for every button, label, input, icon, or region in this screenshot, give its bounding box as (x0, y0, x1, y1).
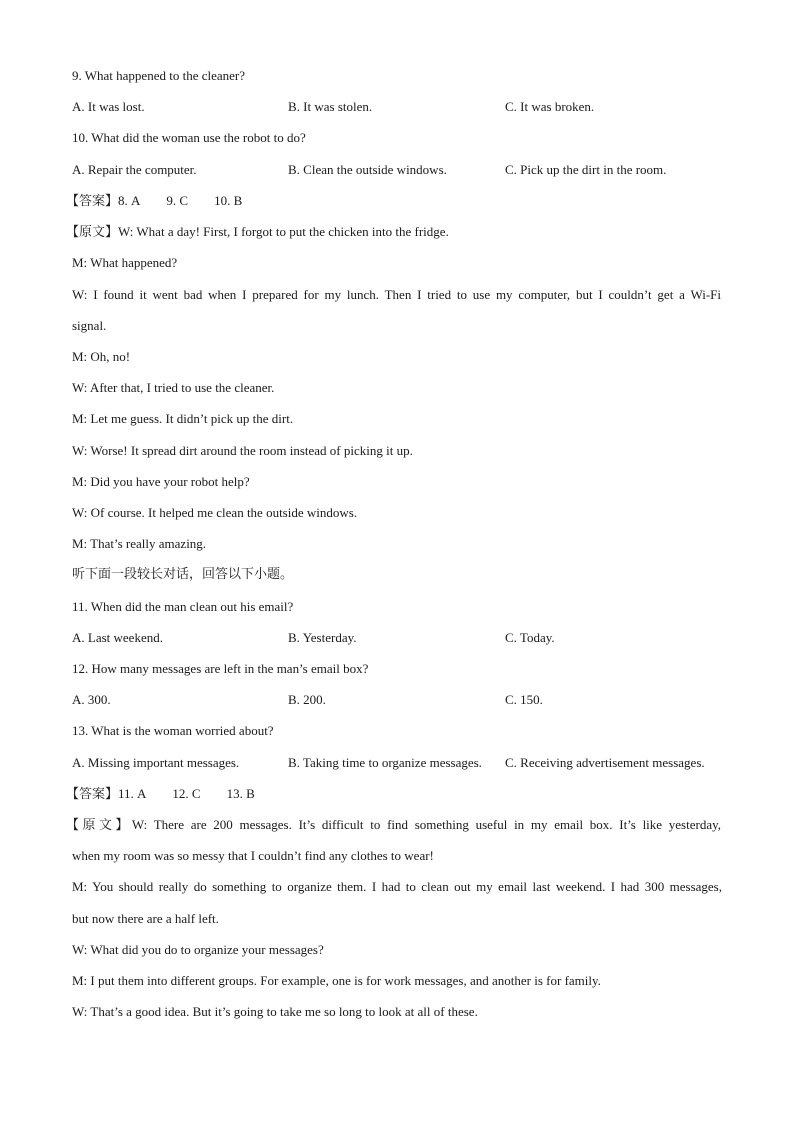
answer-line-1 (66, 193, 718, 209)
question-13-stem: 13. What is the woman worried about? (72, 723, 274, 738)
answer-item: 9. C (166, 193, 189, 208)
transcript-line: W: What did you do to organize your messages? (72, 942, 324, 957)
option-c: C. Pick up the dirt in the room. (505, 162, 667, 177)
question-9-options (72, 99, 732, 115)
answer-item: 8. A (118, 193, 141, 208)
option-c: C. It was broken. (505, 99, 595, 114)
answer-item: 13. B (226, 786, 255, 801)
option-c: C. 150. (505, 692, 543, 707)
option-a: A. 300. (72, 692, 111, 707)
transcript-line: M: I put them into different groups. For example, one is for work messages, and another is for family. (72, 973, 601, 988)
section-instruction: 听下面一段较长对话，回答以下小题。 (72, 567, 294, 582)
transcript-line: 【原文】W: What a day! First, I forgot to put the chicken into the fridge. (66, 224, 449, 239)
answer-item: 12. C (172, 786, 201, 801)
transcript-line: signal. (72, 318, 107, 333)
question-10-options (72, 162, 732, 178)
transcript-line: 【原文】W: There are 200 messages. It’s difficult to find something useful in my email box. It’s like yesterday, (66, 817, 721, 832)
transcript-line: but now there are a half left. (72, 911, 219, 926)
answer-line-2 (66, 786, 718, 802)
transcript-line: when my room was so messy that I couldn’t find any clothes to wear! (72, 848, 434, 863)
question-11-stem: 11. When did the man clean out his email? (72, 599, 294, 614)
question-12-stem: 12. How many messages are left in the man’s email box? (72, 661, 369, 676)
question-11-options (72, 630, 732, 646)
transcript-line: M: You should really do something to organize them. I had to clean out my email last weekend. I had 300 messages, (72, 879, 722, 894)
question-10-stem: 10. What did the woman use the robot to do? (72, 130, 306, 145)
transcript-line: M: Did you have your robot help? (72, 474, 250, 489)
transcript-line: W: Of course. It helped me clean the outside windows. (72, 505, 358, 520)
question-13-options (72, 755, 732, 771)
answer-label: 【答案】 (66, 786, 119, 801)
transcript-line: M: What happened? (72, 255, 178, 270)
transcript-line: W: That’s a good idea. But it’s going to take me so long to look at all of these. (72, 1004, 478, 1019)
option-a: A. Repair the computer. (72, 162, 197, 177)
question-12-options (72, 692, 732, 708)
option-a: A. Missing important messages. (72, 755, 240, 770)
answer-item: 10. B (214, 193, 243, 208)
option-b: B. Taking time to organize messages. (288, 755, 482, 770)
transcript-line: W: Worse! It spread dirt around the room instead of picking it up. (72, 443, 413, 458)
answer-label: 【答案】 (66, 193, 119, 208)
option-a: A. Last weekend. (72, 630, 163, 645)
option-a: A. It was lost. (72, 99, 145, 114)
transcript-line: M: That’s really amazing. (72, 536, 207, 551)
option-b: B. It was stolen. (288, 99, 373, 114)
option-c: C. Receiving advertisement messages. (505, 755, 705, 770)
transcript-line: W: I found it went bad when I prepared for my lunch. Then I tried to use my computer, but I couldn’t get a Wi-Fi (72, 287, 721, 302)
transcript-line: M: Oh, no! (72, 349, 131, 364)
answer-item: 11. A (118, 786, 147, 801)
transcript-line: W: After that, I tried to use the cleaner. (72, 380, 275, 395)
option-b: B. 200. (288, 692, 326, 707)
transcript-line: M: Let me guess. It didn’t pick up the dirt. (72, 411, 294, 426)
option-b: B. Yesterday. (288, 630, 357, 645)
question-9-stem: 9. What happened to the cleaner? (72, 68, 246, 83)
option-b: B. Clean the outside windows. (288, 162, 447, 177)
option-c: C. Today. (505, 630, 555, 645)
